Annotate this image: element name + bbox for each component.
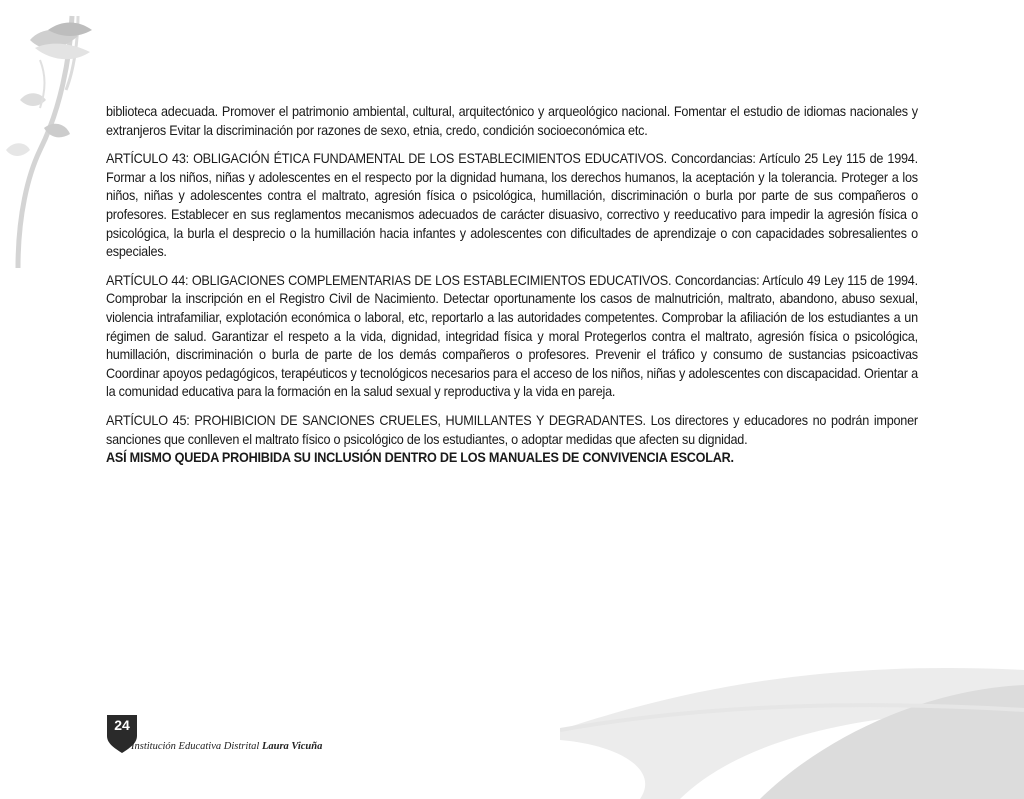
paragraph-articulo-45: ARTÍCULO 45: PROHIBICION DE SANCIONES CRUELES, HUMILLANTES Y DEGRADANTES. Los directores y educadores no podrán imponer sanciones que conlleven el maltrato físico o psicológico de los estudiantes, o adoptar medidas que afecten su dignidad. [106, 412, 918, 447]
paragraph-articulo-44: ARTÍCULO 44: OBLIGACIONES COMPLEMENTARIAS DE LOS ESTABLECIMIENTOS EDUCATIVOS. Concordancias: Artículo 49 Ley 115 de 1994. Comprobar la inscripción en el Registro Civil de Nacimiento. Detectar oportunamente los casos de malnutrición, maltrato, abandono, abuso sexual, violencia intrafamiliar, explotación económica o laboral, etc, reportarlo a las autoridades competentes. Comprobar la afiliación de los estudiantes a un régimen de salud. Garantizar el respeto a la vida, dignidad, integridad física y moral Protegerlos contra el maltrato, agresión física o psicológica, humillación, discriminación o burla de parte de los demás compañeros o profesores. Prevenir el tráfico y consumo de sustancias psicoactivas Coordinar apoyos pedagógicos, terapéuticos y tecnológicos necesarios para el acceso de los niños, niñas y adolescentes con discapacidad. Orientar a la comunidad educativa para la formación en la salud sexual y reproductiva y la vida en pareja. [106, 272, 918, 400]
footer-institution [131, 741, 322, 752]
paragraph-prohibition-emphasis: ASÍ MISMO QUEDA PROHIBIDA SU INCLUSIÓN DENTRO DE LOS MANUALES DE CONVIVENCIA ESCOLAR. [106, 450, 734, 466]
wave-decoration [560, 650, 1024, 799]
page-number: 24 [114, 717, 130, 733]
paragraph-articulo-43: ARTÍCULO 43: OBLIGACIÓN ÉTICA FUNDAMENTAL DE LOS ESTABLECIMIENTOS EDUCATIVOS. Concordancias: Artículo 25 Ley 115 de 1994. Formar a los niños, niñas y adolescentes en el respecto por la dignidad humana, los derechos humanos, la aceptación y la tolerancia. Proteger a los niños, niñas y adolescentes contra el maltrato, agresión física o psicológica, humillación, discriminación o burla por parte de sus compañeros o profesores. Establecer en sus reglamentos mecanismos adecuados de carácter disuasivo, correctivo y reeducativo para impedir la agresión física o psicológica, la burla el desprecio o la humillación hacia infantes y adolescentes con dificultades de aprendizaje o con capacidades sobresalientes o especiales. [106, 151, 918, 260]
document-body [106, 103, 918, 478]
footer-institution-prefix: Institución Educativa Distrital [131, 741, 260, 752]
floral-ornament-icon [0, 0, 110, 270]
footer-school-name: Laura Vicuña [261, 741, 323, 752]
paragraph-intro: biblioteca adecuada. Promover el patrimonio ambiental, cultural, arquitectónico y arqueológico nacional. Fomentar el estudio de idiomas nacionales y extranjeros Evitar la discriminación por razones de sexo, etnia, credo, condición socioeconómica etc. [106, 104, 918, 138]
